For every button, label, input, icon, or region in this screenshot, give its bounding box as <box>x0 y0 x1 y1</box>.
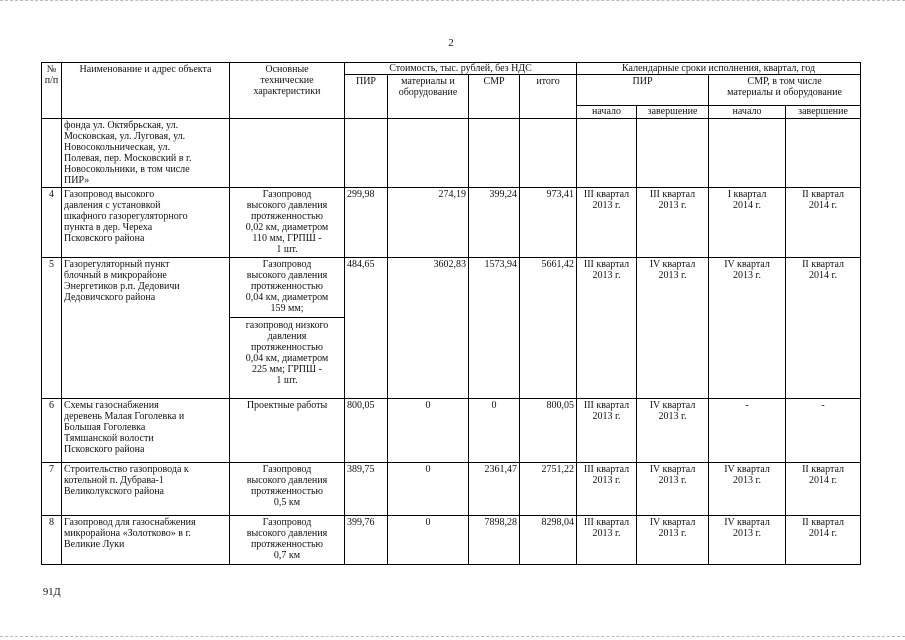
header-pir-start: начало <box>577 106 637 119</box>
cell-num <box>42 119 62 188</box>
characteristics-low-pressure: газопровод низкого давления протяженностью 0,04 км, диаметром 225 мм; ГРПШ - 1 шт. <box>230 317 344 386</box>
cell-pir-cost: 299,98 <box>345 188 388 258</box>
header-cost-group: Стоимость, тыс. рублей, без НДС <box>345 63 577 75</box>
cell-name: Строительство газопровода к котельной п. Дубрава-1 Великолукского района <box>62 463 230 516</box>
cell-characteristics <box>230 258 345 399</box>
cell-pir-cost: 484,65 <box>345 258 388 399</box>
header-schedule-group: Календарные сроки исполнения, квартал, год <box>577 63 861 75</box>
cell-materials-cost: 0 <box>388 399 469 463</box>
scan-top-edge <box>0 0 905 1</box>
header-row <box>42 63 861 75</box>
header-cost-materials: материалы и оборудование <box>388 75 469 119</box>
cell-pir-cost: 389,75 <box>345 463 388 516</box>
cell-pir-start: III квартал 2013 г. <box>577 399 637 463</box>
cell-pir-start: III квартал 2013 г. <box>577 258 637 399</box>
header-schedule-pir: ПИР <box>577 75 709 106</box>
header-cost-total: итого <box>520 75 577 119</box>
cell-pir-end: III квартал 2013 г. <box>637 188 709 258</box>
cell-smr-cost: 0 <box>469 399 520 463</box>
cell-smr-start: IV квартал 2013 г. <box>709 258 786 399</box>
cell-smr-cost <box>469 119 520 188</box>
cell-materials-cost: 3602,83 <box>388 258 469 399</box>
table-row <box>42 516 861 565</box>
document-code: 91Д <box>43 587 61 598</box>
header-characteristics: Основные технические характеристики <box>230 63 345 119</box>
cell-smr-start <box>709 119 786 188</box>
cell-materials-cost: 0 <box>388 516 469 565</box>
cell-characteristics: Газопровод высокого давления протяженностью 0,7 км <box>230 516 345 565</box>
header-schedule-smr: СМР, в том числе материалы и оборудование <box>709 75 861 106</box>
cell-smr-end <box>786 119 861 188</box>
cell-pir-start: III квартал 2013 г. <box>577 463 637 516</box>
table-row-continuation <box>42 119 861 188</box>
cell-pir-start: III квартал 2013 г. <box>577 188 637 258</box>
cell-smr-start: - <box>709 399 786 463</box>
page-number: 2 <box>448 37 454 49</box>
cell-pir-cost: 800,05 <box>345 399 388 463</box>
header-smr-start: начало <box>709 106 786 119</box>
cell-pir-cost <box>345 119 388 188</box>
cell-smr-cost: 2361,47 <box>469 463 520 516</box>
characteristics-high-pressure: Газопровод высокого давления протяженностью 0,04 км, диаметром 159 мм; <box>245 259 329 314</box>
cell-pir-start <box>577 119 637 188</box>
cell-total-cost: 800,05 <box>520 399 577 463</box>
cell-name: Схемы газоснабжения деревень Малая Гоголевка и Большая Гоголевка Тямшанской волости Псковского района <box>62 399 230 463</box>
cell-smr-end: II квартал 2014 г. <box>786 516 861 565</box>
cell-smr-start: IV квартал 2013 г. <box>709 463 786 516</box>
cell-name: Газопровод для газоснабжения микрорайона «Золотково» в г. Великие Луки <box>62 516 230 565</box>
cell-pir-end <box>637 119 709 188</box>
cell-name: Газорегуляторный пункт блочный в микрорайоне Энергетиков р.п. Дедовичи Дедовичского района <box>62 258 230 399</box>
cell-smr-end: II квартал 2014 г. <box>786 463 861 516</box>
cell-smr-start: IV квартал 2013 г. <box>709 516 786 565</box>
investment-table <box>41 62 861 565</box>
cell-smr-end: II квартал 2014 г. <box>786 188 861 258</box>
cell-num: 5 <box>42 258 62 399</box>
cell-pir-end: IV квартал 2013 г. <box>637 258 709 399</box>
cell-smr-cost: 399,24 <box>469 188 520 258</box>
cell-total-cost: 2751,22 <box>520 463 577 516</box>
header-num: № п/п <box>42 63 62 119</box>
header-pir-end: завершение <box>637 106 709 119</box>
cell-characteristics: Газопровод высокого давления протяженностью 0,02 км, диаметром 110 мм, ГРПШ - 1 шт. <box>230 188 345 258</box>
cell-characteristics <box>230 119 345 188</box>
cell-smr-cost: 1573,94 <box>469 258 520 399</box>
header-cost-smr: СМР <box>469 75 520 119</box>
table-row <box>42 463 861 516</box>
cell-characteristics: Проектные работы <box>230 399 345 463</box>
table-row <box>42 258 861 399</box>
header-name: Наименование и адрес объекта <box>62 63 230 119</box>
cell-smr-end: II квартал 2014 г. <box>786 258 861 399</box>
table-row <box>42 188 861 258</box>
cell-materials-cost: 274,19 <box>388 188 469 258</box>
cell-pir-cost: 399,76 <box>345 516 388 565</box>
cell-pir-end: IV квартал 2013 г. <box>637 399 709 463</box>
header-smr-end: завершение <box>786 106 861 119</box>
cell-num: 8 <box>42 516 62 565</box>
cell-total-cost: 8298,04 <box>520 516 577 565</box>
cell-pir-end: IV квартал 2013 г. <box>637 463 709 516</box>
cell-name: фонда ул. Октябрьская, ул. Московская, ул. Луговая, ул. Новосокольническая, ул. Полевая, пер. Московский в г. Новосокольники, в том числе ПИР» <box>62 119 230 188</box>
cell-materials-cost <box>388 119 469 188</box>
cell-num: 6 <box>42 399 62 463</box>
cell-characteristics: Газопровод высокого давления протяженностью 0,5 км <box>230 463 345 516</box>
cell-num: 7 <box>42 463 62 516</box>
header-cost-pir: ПИР <box>345 75 388 119</box>
cell-smr-end: - <box>786 399 861 463</box>
cell-smr-cost: 7898,28 <box>469 516 520 565</box>
cell-total-cost: 5661,42 <box>520 258 577 399</box>
cell-smr-start: I квартал 2014 г. <box>709 188 786 258</box>
cell-num: 4 <box>42 188 62 258</box>
table-row <box>42 399 861 463</box>
cell-materials-cost: 0 <box>388 463 469 516</box>
cell-name: Газопровод высокого давления с установкой шкафного газорегуляторного пункта в дер. Череха Псковского района <box>62 188 230 258</box>
cell-total-cost: 973,41 <box>520 188 577 258</box>
cell-total-cost <box>520 119 577 188</box>
scan-bottom-edge <box>0 636 905 637</box>
cell-pir-start: III квартал 2013 г. <box>577 516 637 565</box>
cell-pir-end: IV квартал 2013 г. <box>637 516 709 565</box>
